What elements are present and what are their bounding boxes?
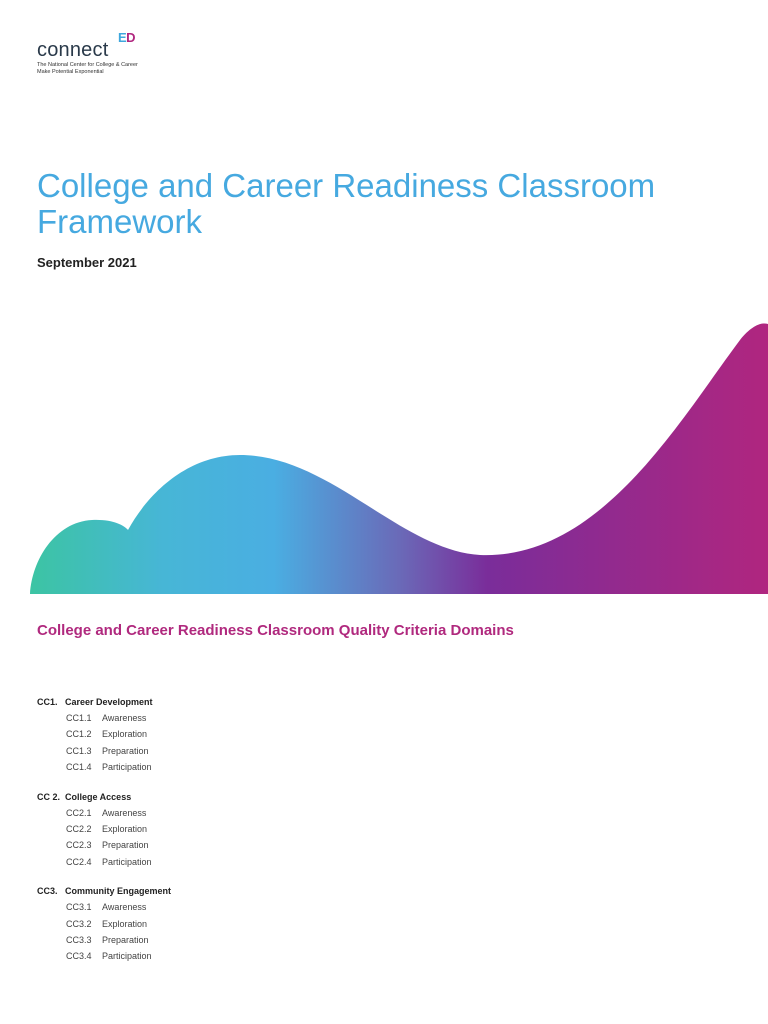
connected-logo: [37, 30, 177, 90]
domain-group: [37, 883, 437, 965]
criterion-item: CC3.4 Participation: [66, 951, 152, 962]
logo-wordmark: connect: [37, 39, 109, 61]
domain-name: Community Engagement: [65, 886, 172, 897]
domain-code: CC 2.: [37, 791, 61, 802]
criterion-item: CC2.4 Participation: [66, 856, 152, 867]
logo-ed-mark: ED: [118, 30, 136, 45]
domain-group: [37, 789, 437, 871]
decorative-wave-graphic: [0, 310, 768, 594]
publication-date: September 2021: [37, 255, 137, 270]
wave-shape: [30, 323, 768, 594]
section-heading: College and Career Readiness Classroom Quality Criteria Domains: [37, 622, 514, 639]
criterion-item: CC1.2 Exploration: [66, 729, 148, 740]
domain-name: Career Development: [65, 697, 153, 707]
criterion-item: CC2.1 Awareness: [66, 807, 147, 818]
domain-list: [37, 694, 437, 978]
criterion-item: CC1.4 Participation: [66, 762, 152, 773]
title-line-1: College and Career Readiness Classroom: [37, 167, 656, 204]
domain-name: College Access: [65, 791, 132, 802]
criterion-item: CC3.3 Preparation: [66, 934, 149, 945]
criterion-item: CC2.2 Exploration: [66, 823, 148, 834]
domain-heading: [37, 883, 437, 899]
domain-group: [37, 694, 437, 776]
title-line-2: Framework: [37, 203, 203, 240]
criterion-item: CC2.3 Preparation: [66, 840, 149, 851]
domain-code: CC1.: [37, 697, 58, 707]
domain-heading: [37, 694, 437, 710]
domain-heading: [37, 789, 437, 805]
criterion-item: CC1.3 Preparation: [66, 745, 149, 756]
logo-tagline: The National Center for College & Career Make Potential Exponential: [37, 62, 138, 75]
criterion-item: CC3.1 Awareness: [66, 902, 147, 913]
criterion-item: CC3.2 Exploration: [66, 918, 148, 929]
criterion-item: CC1.1 Awareness: [66, 713, 147, 723]
domain-code: CC3.: [37, 886, 58, 897]
document-title: [37, 168, 737, 240]
